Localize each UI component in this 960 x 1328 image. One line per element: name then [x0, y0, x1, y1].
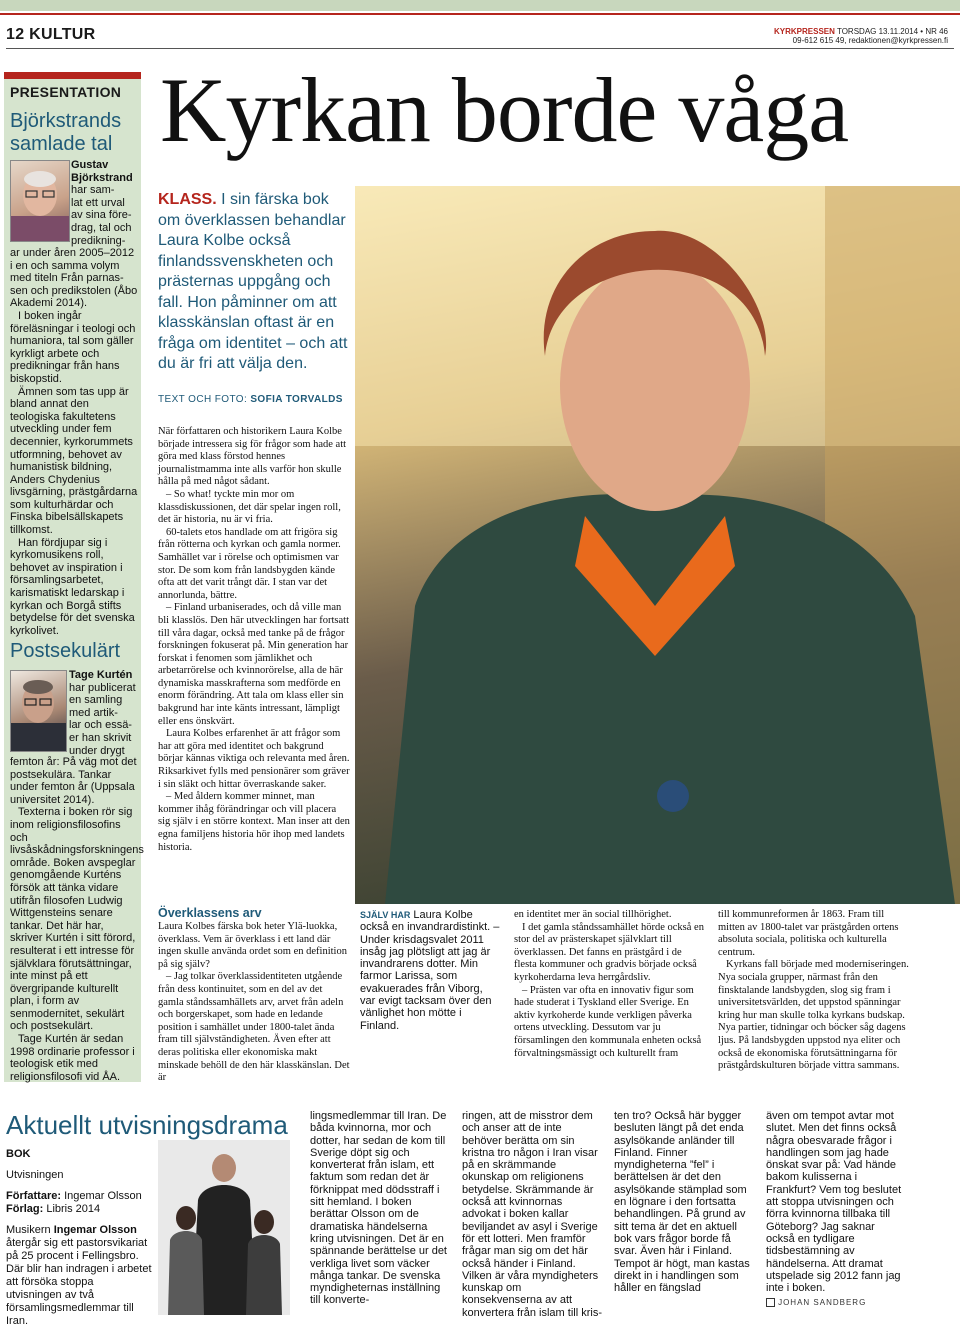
body-para: – So what! tyckte min mor om klassdiskussionen, det där spelar ingen roll, det är historia, nu är vi fria.	[158, 488, 341, 526]
p7: Tage Kurtén är sedan 1998 ordinarie professor i teologisk etik med religionsfilosofi vid ÅA.	[10, 1033, 135, 1083]
review-info	[6, 1148, 152, 1328]
book-cover-people-icon	[158, 1140, 290, 1315]
ingress-lead: KLASS.	[158, 191, 217, 208]
sidebar-text-block	[10, 247, 138, 637]
p4: Han fördjupar sig i kyrkomusikens roll, behovet av inspiration i församlingsarbetet, karismatiskt ledarskap i kyrkan och Borgå stifts betydelse för det svenska kyrkolivet.	[10, 536, 135, 637]
p1-line: predikning-	[71, 234, 126, 247]
p5-line: en samling	[69, 694, 123, 707]
p1-line: av sina före-	[71, 209, 132, 222]
byline-name: SOFIA TORVALDS	[250, 394, 343, 405]
book-cover	[158, 1140, 290, 1315]
p3: Ämnen som tas upp är bland annat den teologiska fakultetens utveckling under fem decennier, kyrkorummets utformning, behovet av humanistisk bildning, Anders Chydenius livsgärning, prästgårdarna som kulturhärdar och Finska bibelsällskapets tillkomst.	[10, 385, 138, 537]
masthead-paper: KYRKPRESSEN	[773, 27, 835, 36]
p1-line: har sam-	[71, 184, 115, 197]
review-column-3: ten tro? Också här bygger besluten längt på det enda asylsökande anländer till Finland. Finner myndigheterna ”fel” i berättelsen är det den asylsökande stämplad som en lögnare i den fortsatta behandlingen. På grund av sitt tema är det en aktuell bok vars frågor borde få svar. Även här i Finland. Tempot är högt, man kastas direkt in i handlingen som håller en fängslad	[614, 1110, 750, 1295]
article-ingress	[158, 190, 350, 375]
masthead-date: TORSDAG 13.11.2014	[836, 27, 919, 36]
review-label: BOK	[6, 1148, 31, 1160]
top-color-bar	[0, 0, 960, 11]
body-para: till kommunreformen år 1863. Fram till mitten av 1800-talet var prästgården ortens absoluta sociala, politiska och kulturella centrum.	[718, 909, 899, 958]
article-column-4	[718, 909, 910, 1073]
article-headline: Kyrkan borde våga	[160, 59, 849, 161]
review-book: Utvisningen	[6, 1169, 64, 1181]
sidebar-accent-bar	[4, 72, 141, 79]
body-para: Laura Kolbes erfarenhet är att frågor som har att göra med identitet och bakgrund börjar kännas viktiga och relevanta med åren. Riksarkivet fylls med pensionärer som gräver i sin släkt och hittar överraskande saker.	[158, 728, 350, 790]
col2-text: Laura Kolbe också en invandrardistinkt. – Under krisdagsvalet 2011 insåg jag plötsligt att jag är invandrarens dotter. Min farmor Larissa, som evakuerades från Viborg, var evigt tacksam över den vänlighet hon mötte i Finland.	[360, 909, 500, 1032]
header-rule	[6, 48, 954, 49]
portrait-photo-icon	[355, 186, 960, 904]
body-para: I det gamla ståndssamhället hörde också en stor del av prästerskapet självklart till överklassen. Det fanns en prästgård i de flesta kommuner och gradvis började också kyrkoherdarna leva herrgårdsliv.	[514, 921, 704, 983]
p6: Texterna i boken rör sig inom religionsfilosofins och livsåskådningsforskningens område. Boken avspeglar genomgående Kurténs försök att tänka vidare utifrån filosofen Ludwig Wittgensteins senare tankar. Det här har, skriver Kurtén i sitt förord, resulterat i ett intresse för självklara förutsättningar, inte minst på ett övergripande kulturellt plan, i form av senmodernitet, sekulärt och postsekulärt.	[10, 806, 144, 1033]
p5-rest: femton år: På väg mot det postsekulära. Tankar under femton år (Uppsala universitet 2014).	[10, 756, 137, 806]
col2-lead: SJÄLV HAR	[360, 910, 411, 920]
kurten-portrait	[10, 670, 67, 752]
sidebar-p5-head	[69, 669, 139, 757]
publisher-label: Förlag:	[6, 1203, 44, 1215]
p5-line: har publicerat	[69, 681, 136, 694]
publisher: Libris 2014	[46, 1203, 101, 1215]
body-para: – Jag tolkar överklassidentiteten utgående från dess kontinuitet, som en del av det gamla ståndssamhällets arv, arvet från adeln och borgerskapet, som hade en ledande position i samhället under 1800-talet ända fram till självständigheten. Även efter att deras politiska eller ekonomiska makt minskade behöll de den här klasskänslan. Det är	[158, 971, 350, 1084]
sidebar-label: PRESENTATION	[10, 84, 122, 100]
article-column-1	[158, 426, 350, 854]
review-column-4	[766, 1110, 906, 1310]
p1-line: drag, tal och	[71, 221, 132, 234]
body-para: – Prästen var ofta en innovativ figur som hade studerat i Tyskland eller Sverige. En aktiv kyrkoherde kunde verkligen påverka ortens utveckling. Dessutom var ju församlingen den kommunala enheten också förvaltningsmässigt och kulturellt fram	[514, 984, 702, 1059]
body-para: en identitet mer än social tillhörighet.	[514, 909, 672, 920]
intro-name: Ingemar Olsson	[53, 1224, 137, 1236]
article-subhead: Överklassens arv	[158, 906, 262, 920]
review-column-4-text: även om tempot avtar mot slutet. Men det finns också några obesvarade frågor i handlingen som jag hade önskat svar på: Vad hände bakom kulisserna i Frankfurt? Vem tog beslutet att stoppa utvisningen och förra kvinnorna tillbaka till Göteborg? Jag saknar också en tydligare tidsbestämning av händelserna. Att dramat utspelade sig 2012 fann jag inte i boken.	[766, 1110, 902, 1295]
body-para: – Finland urbaniserades, och då ville man bli klasslös. Den här utvecklingen har fortsatt till våra dagar, också med tanke på de frågor forskningen fokuserat på. Min generation har forskat i fenomen som jämlikhet och arbetarrörelse och kvinnorörelse, alla de här dynamiska masskrafterna som medförde en enorm förändring. Att tala om klass eller sin bakgrund har inte känts intressant, lämpligt eller ens önskvärt.	[158, 602, 349, 727]
body-para: Laura Kolbes färska bok heter Ylä-luokka, överklass. Vem är överklass i ett land där ingen skulle använda ordet som en definition på sig själv?	[158, 921, 347, 970]
portrait-figure-icon	[11, 671, 66, 751]
review-column-2: ringen, att de misstror dem och anser att de inte behöver berätta om sin kristna tro någon i Iran visar på en skrämmande okunskap om religionens betydelse. Skrämmande är också att kvinnornas advokat i boken kallar beviljandet av asyl i Sverige för ett lotteri. Men framför frågar man sig om det här också händer i Finland. Vilken är våra myndigheters kunskap om konsekvenserna av att konvertera från islam till kris-	[462, 1110, 602, 1319]
p1-rest: ar under åren 2005–2012 i en och samma volym med titeln Från parnas-sen och predikstolen (Åbo Akademi 2014).	[10, 247, 138, 310]
p5-name: Tage Kurtén	[69, 669, 133, 681]
section-label: 12 KULTUR	[6, 26, 96, 43]
ingress-text: I sin färska bok om överklassen behandlar Laura Kolbe också finlandssvenskheten och prästernas uppgång och fall. Hon påminner om att klasskänslan oftast är en fråga om identitet – och att du är fri att välja den.	[158, 191, 348, 372]
credit-mark-icon	[766, 1298, 775, 1307]
masthead-contact: 09-612 615 49, redaktionen@kyrkpressen.fi	[792, 36, 948, 45]
sidebar-title: Björkstrands samlade tal	[10, 110, 122, 155]
sidebar-title-2: Postsekulärt	[10, 640, 121, 662]
bjorkstrand-portrait	[10, 160, 70, 242]
laura-kolbe-photo	[355, 186, 960, 904]
sidebar-p1-head	[71, 159, 139, 247]
p5-line: med artik-	[69, 706, 118, 719]
author: Ingemar Olsson	[64, 1190, 142, 1202]
body-para: – Med åldern kommer minnet, man kommer ihåg förändringar och vill placera sig själv i en större kontext. Man inser att den egna familjens historia hör ihop med landets historia.	[158, 791, 350, 853]
p1-line: lat ett urval	[71, 196, 125, 209]
intro-text: återgår sig ett pastorsvikariat på 25 procent i Fellingsbro. Där blir han indragen i arbetet att försöka stoppa utvisningen av två församlingsmedlemmar till Iran.	[6, 1237, 152, 1327]
p2: I boken ingår föreläsningar i teologi och humaniora, tal som gäller kyrkligt arbete och predikningar från hans biskopstid.	[10, 309, 136, 385]
article-column-3	[514, 909, 706, 1060]
body-para: När författaren och historikern Laura Kolbe började intressera sig för frågor som hade att göra med klass förstod hennes journalistmamma inte alls varför hon skulle hålla på med något sådant.	[158, 426, 347, 488]
review-column-1: lingsmedlemmar till Iran. De båda kvinnorna, mor och dotter, har sedan de kom till Sverige döpt sig och konverterat från islam, ett faktum som redan det är förknippat med dödsstraff i sitt hemland. I boken berättar Olsson om de dramatiska händelserna kring utvisningen. Det är en spännande berättelse ur det verkliga livet som väcker många tankar. De svenska myndigheternas inställning till konverte-	[310, 1110, 447, 1307]
p1-name: Gustav Björkstrand	[71, 159, 133, 184]
p5-line: under drygt	[69, 744, 125, 757]
article-column-1b	[158, 921, 350, 1085]
author-label: Författare:	[6, 1190, 62, 1202]
masthead-nr: • NR 46	[920, 27, 948, 36]
review-credit: JOHAN SANDBERG	[778, 1298, 867, 1308]
review-title: Aktuellt utvisningsdrama	[6, 1110, 288, 1140]
top-red-rule	[0, 13, 960, 15]
sidebar-text-block-2	[10, 756, 144, 1083]
masthead	[774, 27, 948, 45]
byline	[158, 394, 343, 405]
portrait-figure-icon	[11, 161, 69, 241]
p5-line: lar och essä-	[69, 719, 132, 732]
p5-line: er han skrivit	[69, 731, 132, 744]
body-para: Kyrkans fall började med moderniseringen. Nya sociala grupper, närmast från den finsktalande landsbygden, slog sig fram i universitetsvärlden, det uppstod spänningar kring hur man skulle tolka kyrkans budskap. Nya partier, tidningar och böcker såg dagens ljus. På landsbygden uppstod nya eliter och också de ekonomiska förutsättningarna för prästgårdskulturen började vittra sammans.	[718, 959, 909, 1072]
byline-label: TEXT OCH FOTO:	[158, 394, 248, 405]
article-column-2	[360, 909, 500, 1032]
intro-lead: Musikern	[6, 1224, 51, 1236]
body-para: 60-talets etos handlade om att frigöra sig från rötterna och kyrkan och gamla normer. Samhället var i rörelse och optimismen var stor. De som kom från landsbygden kände ofta att det varit trångt där. I stan var det annorlunda, bättre.	[158, 526, 341, 601]
